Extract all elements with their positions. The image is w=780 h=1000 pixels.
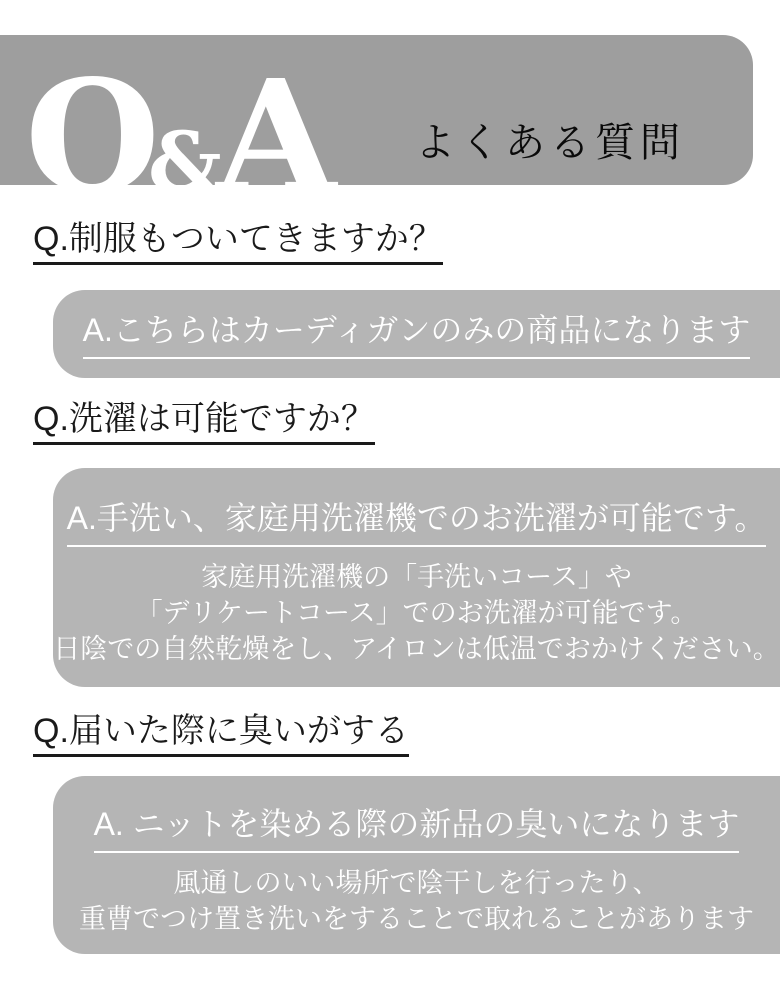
faq-answer-headline-3: A. ニットを染める際の新品の臭いになります	[94, 804, 740, 853]
faq-question-2: Q.洗濯は可能ですか？	[33, 402, 375, 445]
qa-logo-ampersand: &	[148, 115, 223, 211]
faq-answer-box-3	[53, 776, 780, 954]
faq-answer-line: 家庭用洗濯機の「手洗いコース」や	[201, 562, 632, 592]
faq-answer-line: 「デリケートコース」でのお洗濯が可能です。	[135, 598, 698, 628]
faq-answer-box-1	[53, 290, 780, 378]
faq-answer-body-3	[53, 865, 780, 937]
qa-logo	[25, 45, 337, 228]
qa-logo-letter-a: A	[216, 45, 337, 228]
faq-answer-headline-2: A.手洗い、家庭用洗濯機でのお洗濯が可能です。	[67, 498, 767, 547]
faq-answer-line: 風通しのいい場所で陰干しを行ったり、	[173, 868, 660, 898]
faq-question-3: Q.届いた際に臭いがする	[33, 714, 409, 757]
faq-header-banner	[0, 35, 753, 228]
faq-answer-body-2	[53, 559, 780, 667]
faq-header-title: よくある質問	[415, 121, 685, 165]
faq-answer-box-2	[53, 468, 780, 687]
faq-answer-line: 日陰での自然乾燥をし、アイロンは低温でおかけください。	[53, 634, 780, 664]
qa-logo-letter-q: Q	[25, 45, 161, 228]
faq-answer-headline-1: A.こちらはカーディガンのみの商品になります	[83, 310, 751, 359]
faq-question-1: Q.制服もついてきますか？	[33, 222, 443, 265]
faq-answer-line: 重曹でつけ置き洗いをすることで取れることがあります	[79, 904, 754, 934]
